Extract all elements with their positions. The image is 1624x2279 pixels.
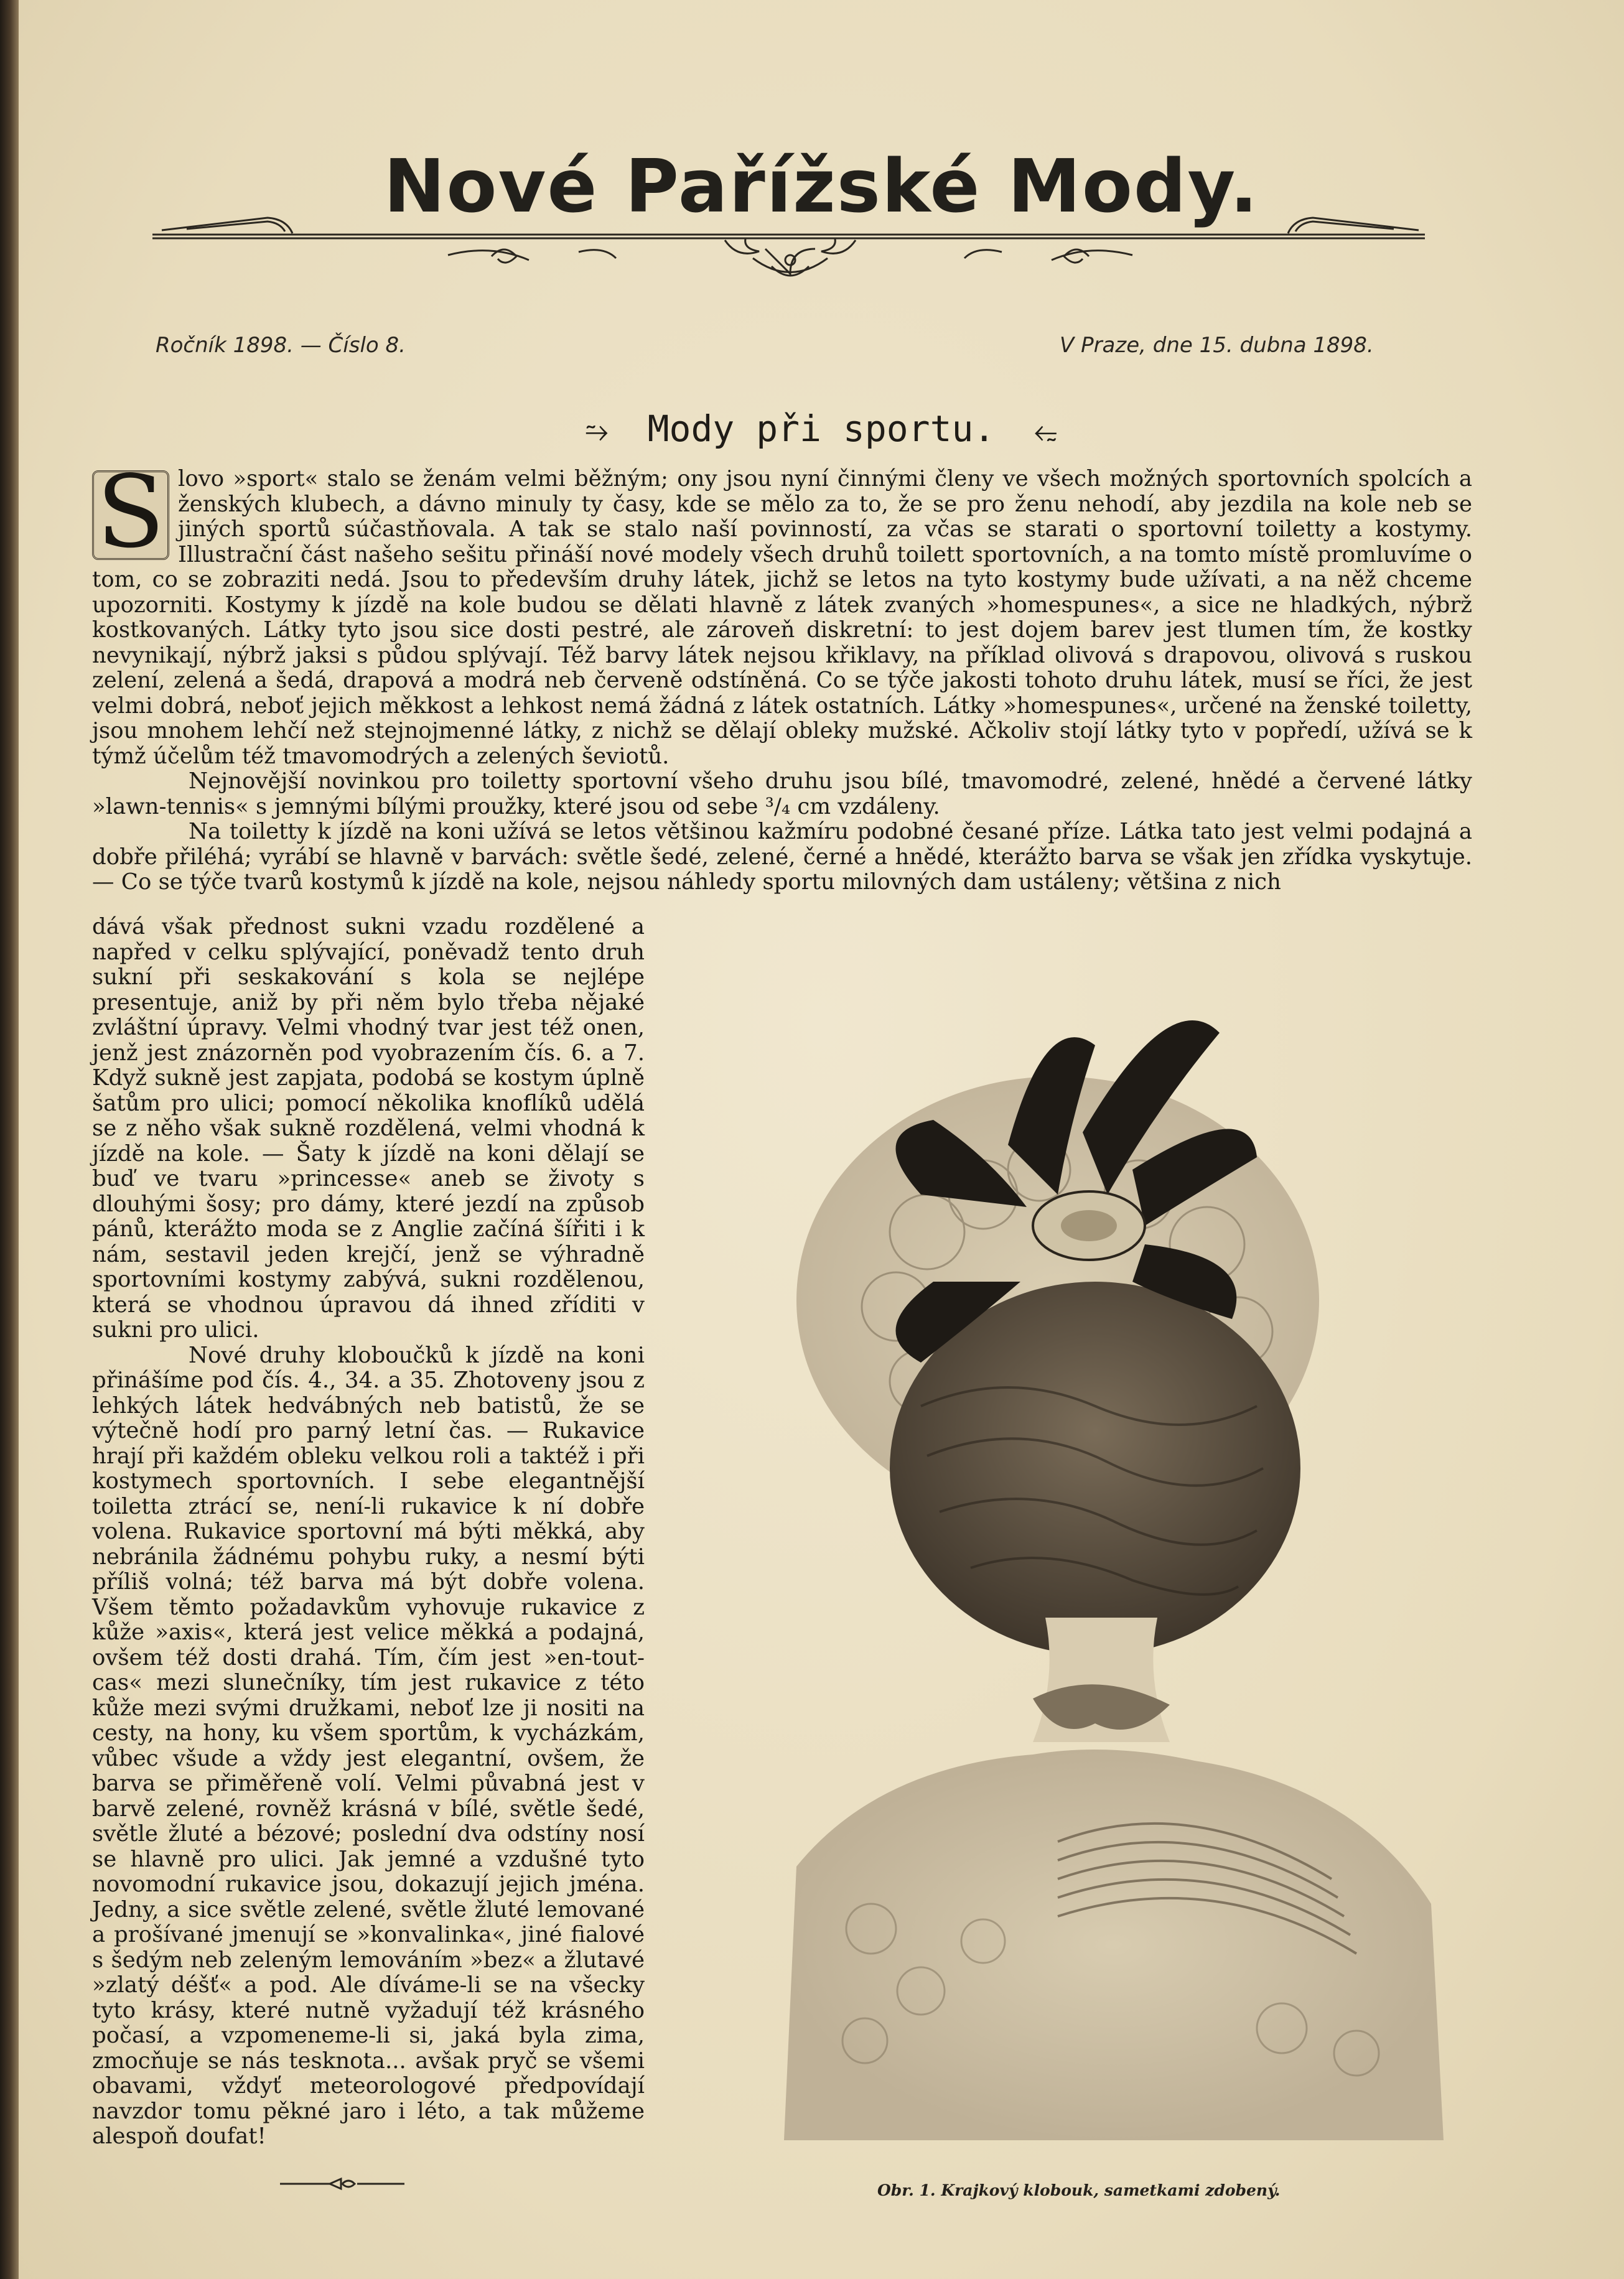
paragraph-1-text: lovo »sport« stalo se ženám velmi běžným; ony jsou nyní činnými členy ve všech možných sportovních spolcích a ženských klubech, a dávno minuly ty časy, kde se mělo za to, že se pro ženu nehodí, aby jezdila na kole neb se jiných sportů súčastňovala. A tak se stalo naší povinností, za včas se starati o sportovní toiletty a kostymy. Illustrační část našeho sešitu přináší nové modely všech druhů toilett sportovních, a na tomto místě promluvíme o tom, co se zobraziti nedá. Jsou to především druhy látek, jichž se letos na tyto kostymy bude užívati, a na něž chceme upozorniti. Kostymy k jízdě na kole budou se dělati hlavně z látek zvaných »homespunes«, a sice ne hladkých, nýbrž kostkovaných. Látky tyto jsou sice dosti pestré, ale zároveň diskretní: to jest dojem barev jest tlumen tím, že kostky nevynikají, nýbrž jaksi s půdou splývají. Též barvy látek nejsou křiklavy, na příklad olivová s drapovou, olivová s ruskou zelení, zelená a šedá, drapová a modrá neb červeně odstíněná. Co se týče jakosti tohoto druhu látek, musí se říci, že jest velmi dobrá, neboť jejich měkkost a lehkost nemá žádná z látek ostatních. Látky »homespunes«, určené na ženské toiletty, jsou mnohem lehčí než stejnojmenné látky, z nichž se dělají obleky mužské. Ačkoliv stojí látky tyto v popředí, užívá se k týmž účelům též tmavomodrých a zelených ševiotů.: [92, 466, 1472, 769]
end-ornament: [280, 2176, 404, 2191]
book-binding-edge: [0, 0, 19, 2279]
magazine-page: [19, 0, 1624, 2279]
paragraph-1: [92, 454, 1472, 769]
title-ornament-right: ⥳: [1034, 413, 1058, 447]
masthead-ornament: [19, 124, 1624, 336]
paragraph-2: Nejnovější novinkou pro toiletty sportovní všeho druhu jsou bílé, tmavomodré, zelené, hnědé a červené látky »lawn-tennis« s jemnými bílými proužky, které jsou od sebe ³/₄ cm vzdáleny.: [92, 768, 1472, 819]
article-body-column: [92, 915, 645, 2150]
masthead: [19, 124, 1624, 336]
drop-cap: S: [92, 470, 169, 560]
paragraph-3-continued: dává však přednost sukni vzadu rozdělené a napřed v celku splývající, poněvadž tento druh sukní při seskakování s kola se nejlépe presentuje, aniž by při něm bylo třeba nějaké zvláštní úpravy. Velmi vhodný tvar jest též onen, jenž jest znázorněn pod vyobrazením čís. 6. a 7. Když sukně jest zapjata, podobá se kostym úplně šatům pro ulici; pomocí několika knoflíků udělá se z něho však sukně rozdělená, velmi vhodná k jízdě na kole. — Šaty k jízdě na koni dělají se buď ve tvaru »princesse« aneb se životy s dlouhými šosy; pro dámy, které jezdí na způsob pánů, kterážto moda se z Anglie začíná šířiti i k nám, sestavil jeden krejčí, jenž se výhradně sportovními kostymy zabývá, sukni rozdělenou, která se vhodnou úpravou dá ihned zříditi v sukni pro ulici.: [92, 914, 645, 1343]
lace-hat-illustration: [660, 933, 1568, 2171]
article-title-text: Mody při sportu.: [647, 408, 996, 450]
article-title: [19, 408, 1624, 450]
paragraph-4: Nové druhy kloboučků k jízdě na koni přinášíme pod čís. 4., 34. a 35. Zhotoveny jsou z lehkých látek hedvábných neb batistů, že se výtečně hodí pro parný letní čas. — Rukavice hrají při každém obleku velkou roli a taktéž i při kostymech sportovních. I sebe elegantnější toiletta ztrácí se, není-li rukavice k ní dobře volena. Rukavice sportovní má býti měkká, aby nebránila žádnému pohybu ruky, a nesmí býti příliš volná; též barva má být dobře volena. Všem těmto požadavkům vyhovuje rukavice z kůže »axis«, která jest velice měkká a podajná, ovšem též dosti drahá. Tím, čím jest »en-tout-cas« mezi slunečníky, tím jest rukavice z této kůže mezi svými družkami, neboť lze ji nositi na cesty, na hony, ku všem sportům, k vycházkám, vůbec všude a vždy jest elegantní, ovšem, že barva se přiměřeně volí. Velmi půvabná jest v barvě zelené, rovněž krásná v bílé, světle šedé, světle žluté a bézové; poslední dva odstíny nosí se hlavně pro ulici. Jak jemné a vzdušné tyto novomodní rukavice jsou, dokazují jejich jména. Jedny, a sice světle zelené, světle žluté lemované a prošívané jmenují se »konvalinka«, jiné fialové s šedým neb zeleným lemováním »bez« a žlutavé »zlatý déšť« a pod. Ale díváme-li se na všecky tyto krásy, které nutně vyžadují též krásného počasí, a vzpomeneme-li si, jaká byla zima, zmocňuje se nás tesknota... avšak pryč se všemi obavami, vždyť meteorologové předpovídají navzdor tomu pěkné jaro i léto, a tak můžeme alespoň doufat!: [92, 1342, 645, 2149]
issue-volume: Ročník 1898. — Číslo 8.: [156, 333, 406, 358]
figure-illustration: [660, 933, 1568, 2171]
article-body-full-width: [92, 454, 1472, 895]
title-ornament-left: ⥲: [585, 413, 609, 447]
masthead-title: Nové Pařížské Mody.: [383, 143, 1259, 229]
issue-place-date: V Praze, dne 15. dubna 1898.: [1060, 333, 1374, 358]
figure-caption: Obr. 1. Krajkový klobouk, sametkami zdobený.: [877, 2181, 1281, 2199]
paragraph-3: Na toiletty k jízdě na koni užívá se letos většinou kažmíru podobné česané příze. Látka tato jest velmi podajná a dobře přiléhá; vyrábí se hlavně v barvách: světle šedé, zelené, černé a hnědé, kterážto barva se však jen zřídka vyskytuje. — Co se týče tvarů kostymů k jízdě na kole, nejsou náhledy sportu milovných dam ustáleny; většina z nich: [92, 819, 1472, 895]
